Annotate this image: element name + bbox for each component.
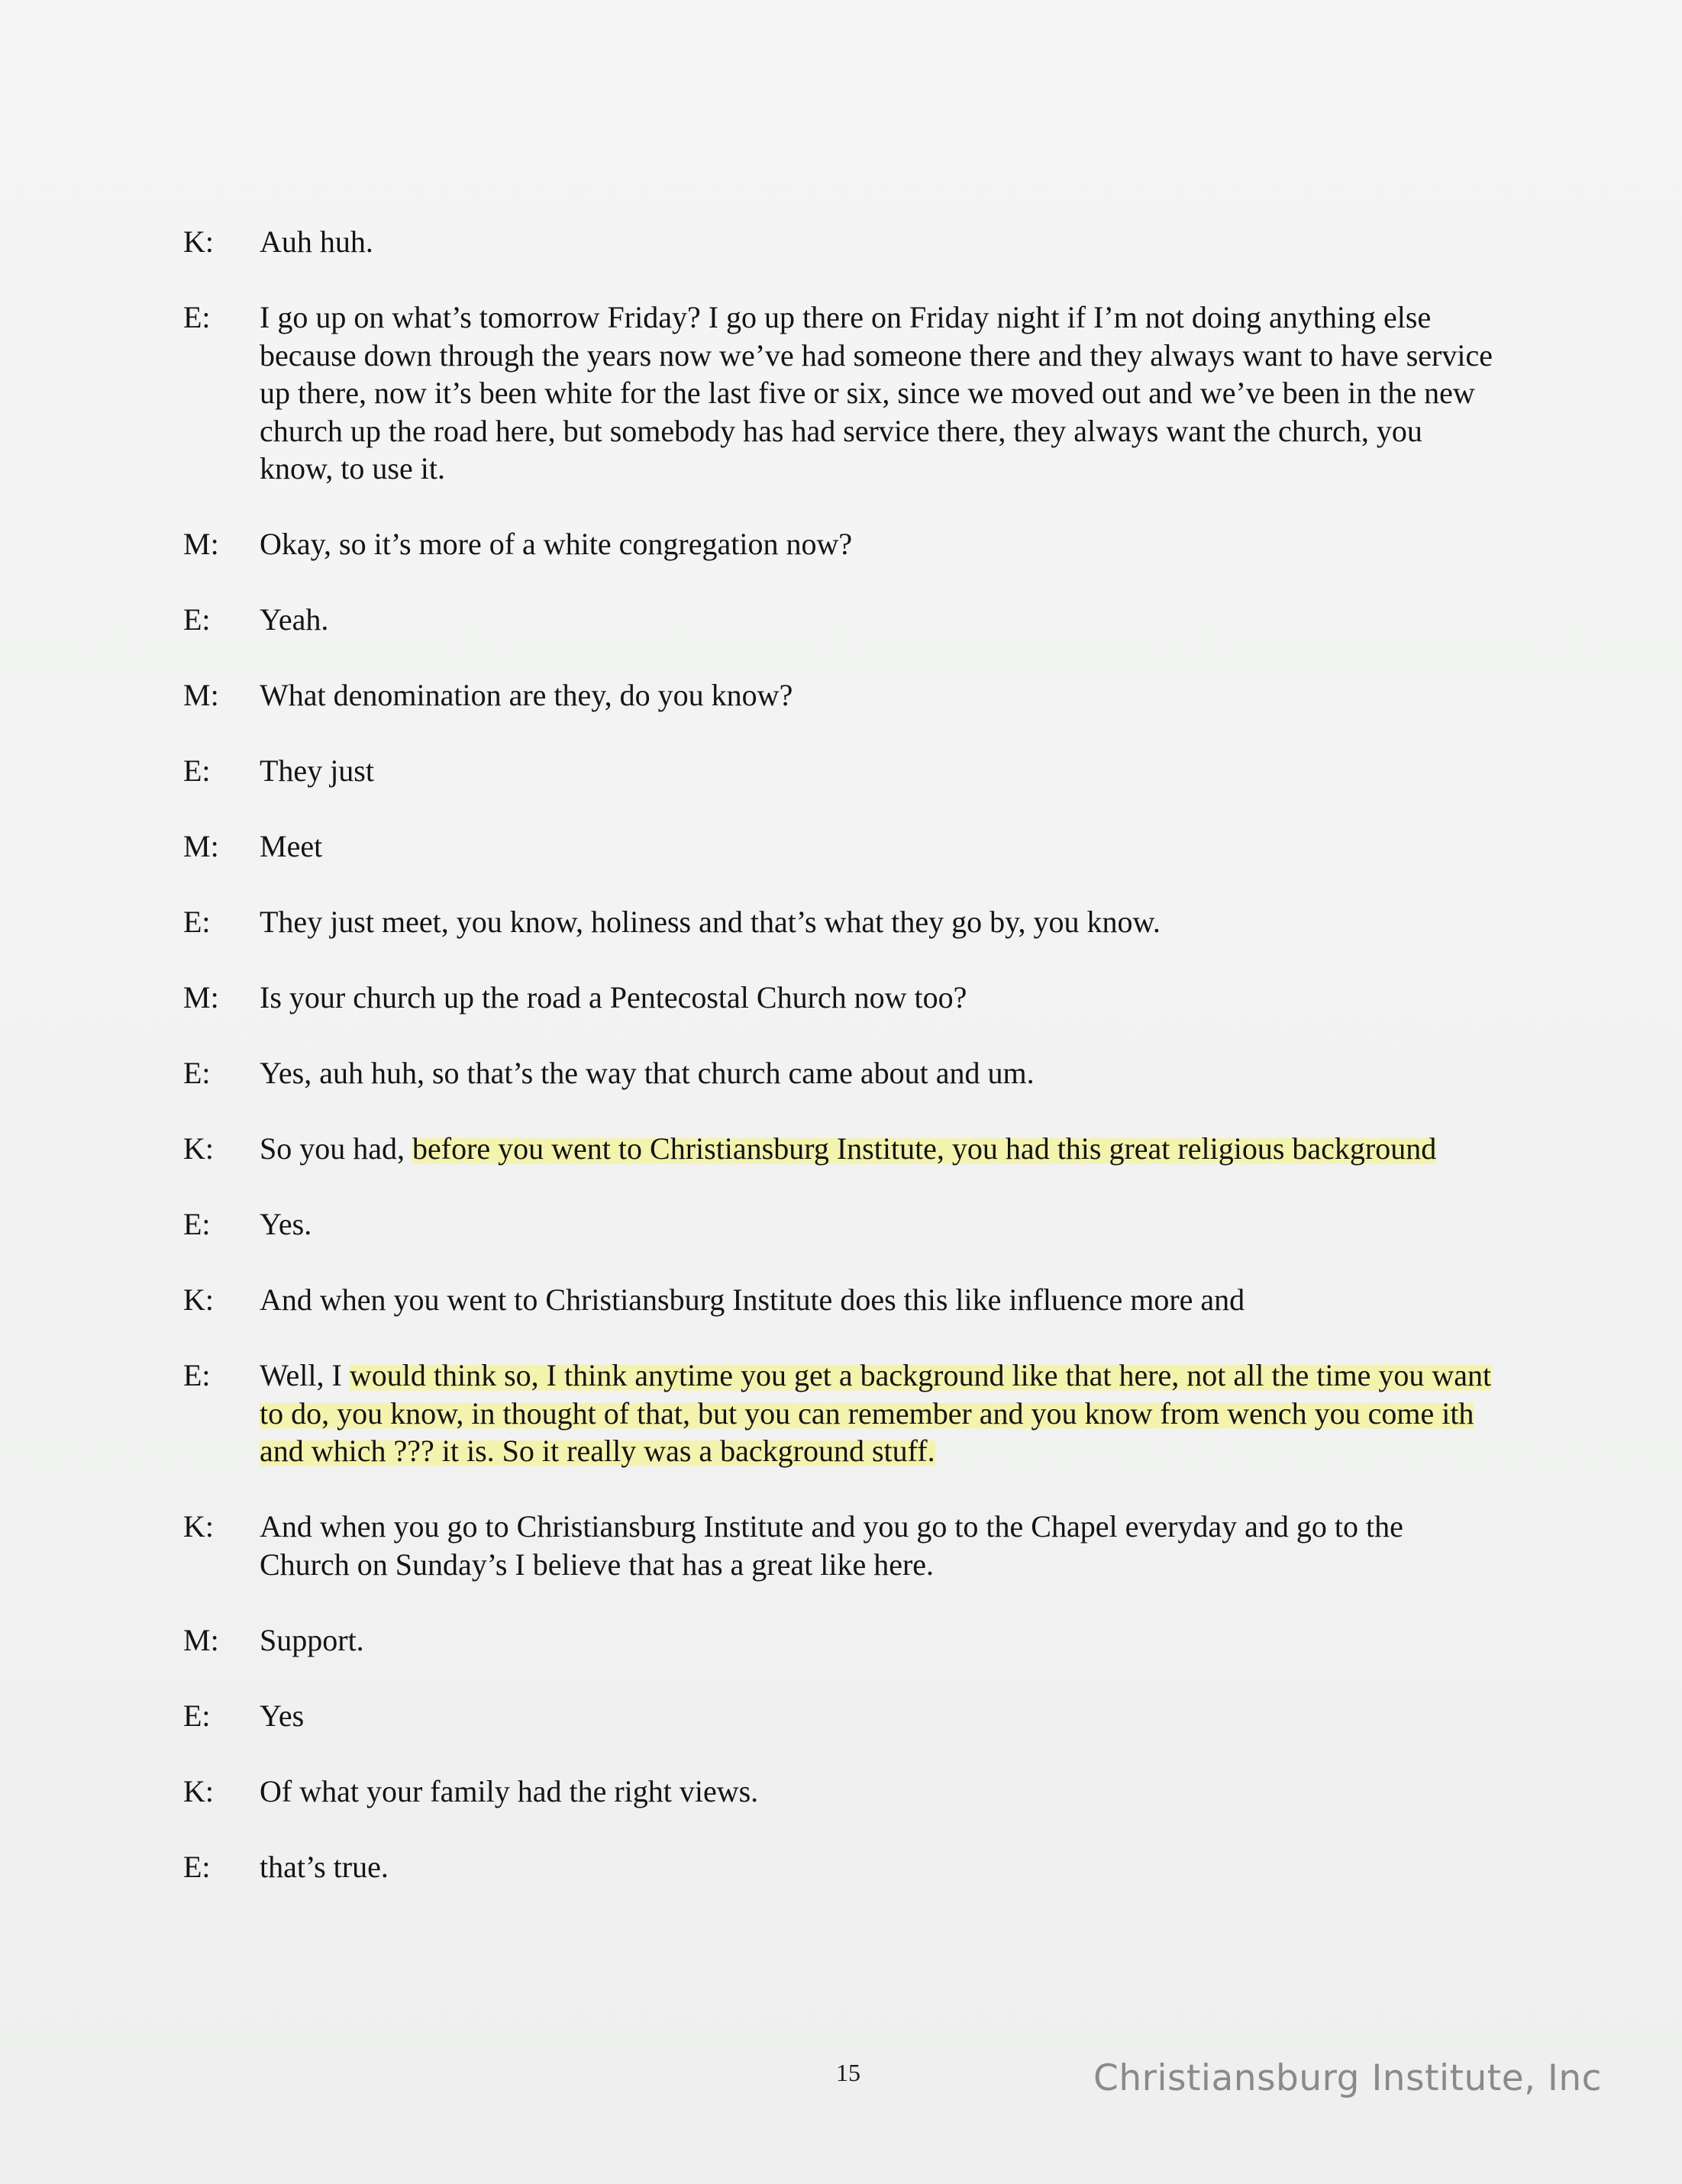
utterance-text — [260, 1848, 1496, 1886]
speaker-label: E: — [183, 1358, 211, 1392]
utterance-text — [260, 223, 1496, 261]
text-segment: Auh huh. — [260, 224, 373, 259]
speaker-label: M: — [183, 829, 219, 863]
interview-transcript — [183, 223, 1496, 1924]
utterance-text — [260, 525, 1496, 563]
utterance-text — [260, 676, 1496, 715]
text-segment: Is your church up the road a Pentecostal Church now too? — [260, 980, 967, 1015]
speaker-label: M: — [183, 980, 219, 1015]
utterance-text — [260, 1130, 1496, 1168]
speaker-label: E: — [183, 1056, 211, 1090]
text-segment: They just meet, you know, holiness and that’s what they go by, you know. — [260, 905, 1161, 939]
text-segment: Yes — [260, 1698, 305, 1733]
speaker-label: E: — [183, 753, 211, 788]
text-segment: Support. — [260, 1622, 364, 1657]
page-number: 15 — [836, 2059, 860, 2086]
speaker-label: E: — [183, 1849, 211, 1884]
transcript-entry — [183, 223, 1496, 261]
transcript-entry — [183, 1848, 1496, 1886]
transcript-entry — [183, 1621, 1496, 1660]
utterance-text — [260, 1357, 1496, 1470]
speaker-label: E: — [183, 1207, 211, 1241]
utterance-text — [260, 1205, 1496, 1244]
speaker-label: E: — [183, 905, 211, 939]
speaker-label: M: — [183, 527, 219, 561]
transcript-entry — [183, 1054, 1496, 1092]
text-segment: I go up on what’s tomorrow Friday? I go up there on Friday night if I’m not doing anything else because down through the years now we’ve had someone there and they always want to have service up there, now it’s been white for the last five or six, since we moved out and we’ve been in the new church up the road here, but somebody has had service there, they always want the church, you know, to use it. — [260, 300, 1493, 486]
highlighted-text: before you went to Christiansburg Institute, you had this great religious background — [412, 1131, 1437, 1166]
transcript-entry — [183, 1773, 1496, 1811]
text-segment: So you had, — [260, 1131, 412, 1166]
speaker-label: E: — [183, 1698, 211, 1733]
speaker-label: K: — [183, 1131, 214, 1166]
utterance-text — [260, 1697, 1496, 1735]
transcript-entry — [183, 1697, 1496, 1735]
utterance-text — [260, 752, 1496, 790]
utterance-text — [260, 298, 1496, 488]
text-segment: What denomination are they, do you know? — [260, 678, 793, 712]
utterance-text — [260, 827, 1496, 866]
text-segment: Meet — [260, 829, 323, 863]
transcript-entry — [183, 903, 1496, 941]
transcript-entry — [183, 1205, 1496, 1244]
transcript-entry — [183, 752, 1496, 790]
speaker-label: E: — [183, 602, 211, 637]
speaker-label: K: — [183, 1282, 214, 1317]
utterance-text — [260, 903, 1496, 941]
text-segment: And when you go to Christiansburg Institute and you go to the Chapel everyday and go to the Church on Sunday’s I believe that has a great like here. — [260, 1509, 1403, 1582]
utterance-text — [260, 1281, 1496, 1319]
transcript-entry — [183, 601, 1496, 639]
utterance-text — [260, 1621, 1496, 1660]
transcript-entry — [183, 1357, 1496, 1470]
highlighted-text: would think so, I think anytime you get a background like that here, not all the time you want to do, you know, in thought of that, but you can remember and you know from wench you come ith and which ??? it is. So it really was a background stuff. — [260, 1358, 1492, 1468]
speaker-label: K: — [183, 1509, 214, 1544]
utterance-text — [260, 979, 1496, 1017]
transcript-entry — [183, 525, 1496, 563]
text-segment: Well, I — [260, 1358, 350, 1392]
text-segment: that’s true. — [260, 1849, 389, 1884]
transcript-entry — [183, 298, 1496, 488]
utterance-text — [260, 1773, 1496, 1811]
text-segment: And when you went to Christiansburg Institute does this like influence more and — [260, 1282, 1245, 1317]
utterance-text — [260, 1054, 1496, 1092]
transcript-entry — [183, 1281, 1496, 1319]
speaker-label: M: — [183, 1622, 219, 1657]
speaker-label: E: — [183, 300, 211, 334]
utterance-text — [260, 1508, 1496, 1583]
transcript-entry — [183, 1508, 1496, 1583]
text-segment: Yeah. — [260, 602, 329, 637]
speaker-label: K: — [183, 1773, 214, 1808]
transcript-entry — [183, 979, 1496, 1017]
text-segment: They just — [260, 753, 374, 788]
speaker-label: M: — [183, 678, 219, 712]
text-segment: Yes, auh huh, so that’s the way that church came about and um. — [260, 1056, 1035, 1090]
text-segment: Yes. — [260, 1207, 312, 1241]
speaker-label: K: — [183, 224, 214, 259]
transcript-entry — [183, 676, 1496, 715]
watermark: Christiansburg Institute, Inc — [1093, 2057, 1602, 2099]
transcript-entry — [183, 1130, 1496, 1168]
text-segment: Of what your family had the right views. — [260, 1773, 759, 1808]
transcript-entry — [183, 827, 1496, 866]
utterance-text — [260, 601, 1496, 639]
text-segment: Okay, so it’s more of a white congregation now? — [260, 527, 853, 561]
